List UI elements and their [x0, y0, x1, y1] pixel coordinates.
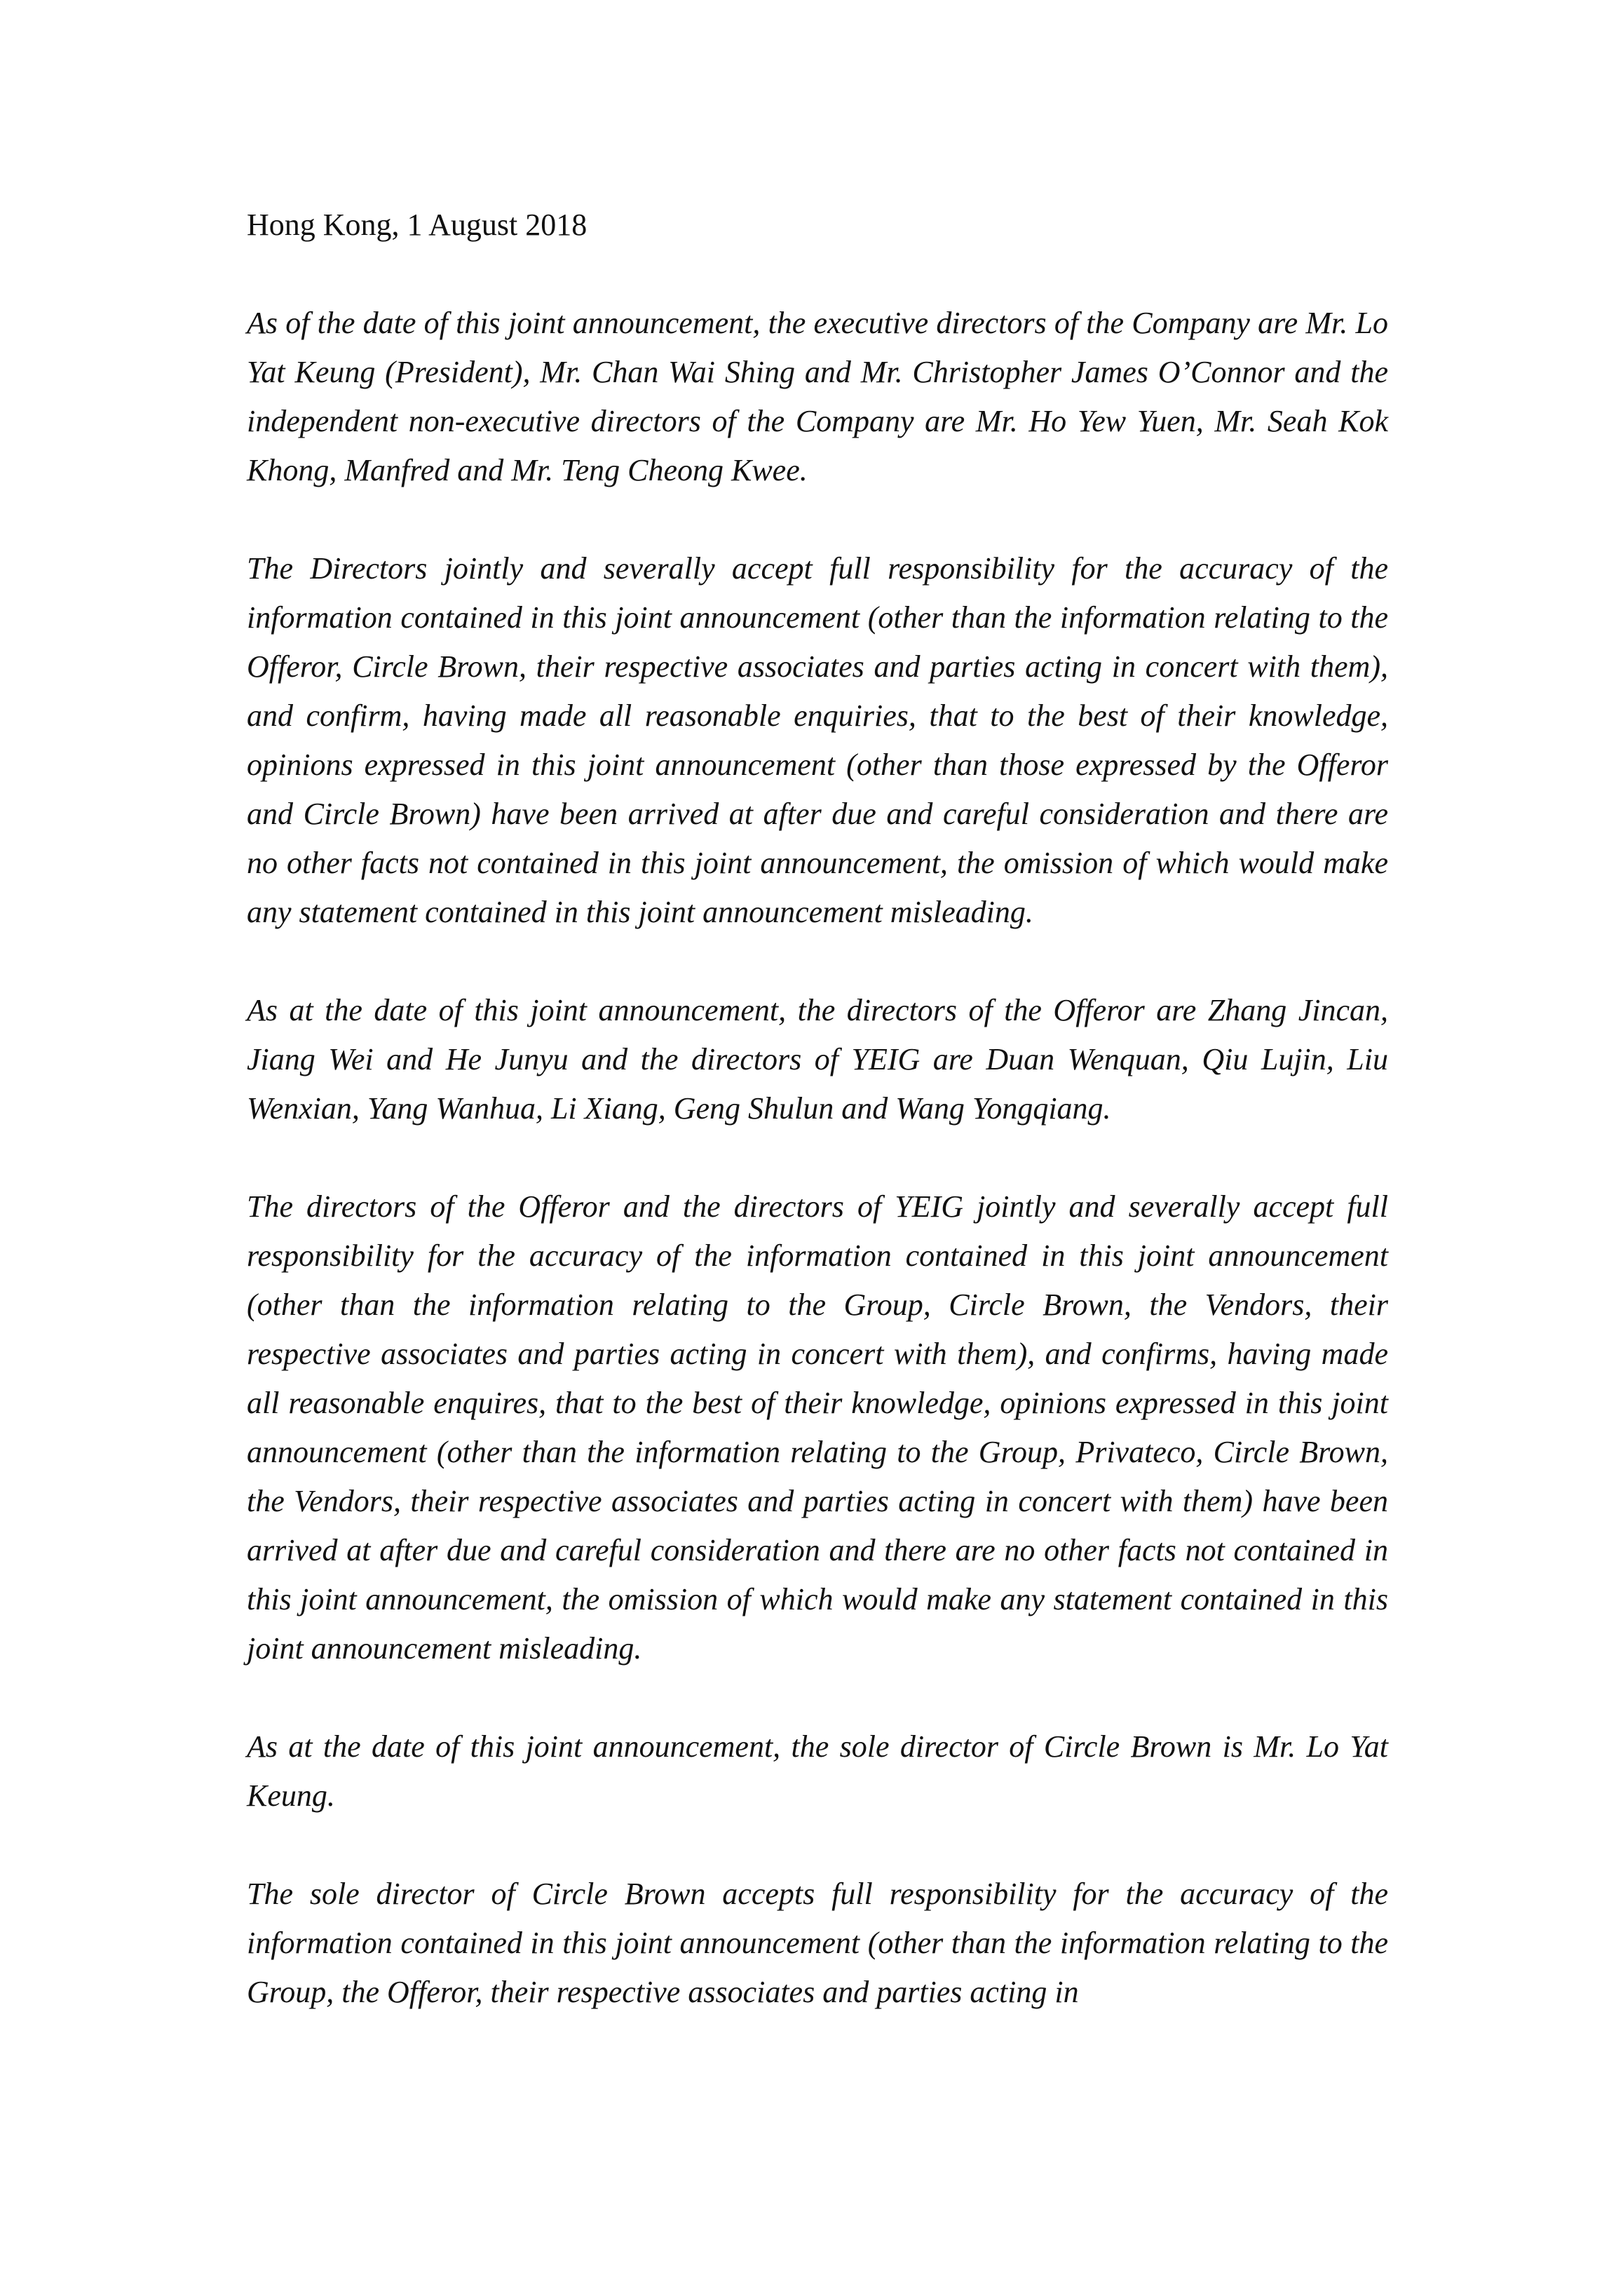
paragraph-offeror-responsibility: The directors of the Offeror and the directors of YEIG jointly and severally accept full responsibility for the accuracy of the information contained in this joint announcement (other than the information relating to the Group, Circle Brown, the Vendors, their respective associates and parties acting in concert with them), and confirms, having made all reasonable enquires, that to the best of their knowledge, opinions expressed in this joint announcement (other than the information relating to the Group, Privateco, Circle Brown, the Vendors, their respective associates and parties acting in concert with them) have been arrived at after due and careful consideration and there are no other facts not contained in this joint announcement, the omission of which would make any statement contained in this joint announcement misleading. [247, 1189, 1388, 1666]
paragraph-company-directors: As of the date of this joint announcement, the executive directors of the Company are Mr. Lo Yat Keung (President), Mr. Chan Wai Shing and Mr. Christopher James O’Connor and the independent non-executive directors of the Company are Mr. Ho Yew Yuen, Mr. Seah Kok Khong, Manfred and Mr. Teng Cheong Kwee. [247, 306, 1388, 487]
dateline: Hong Kong, 1 August 2018 [247, 208, 588, 242]
paragraph-circle-brown-responsibility: The sole director of Circle Brown accepts full responsibility for the accuracy of the information contained in this joint announcement (other than the information relating to the Group, the Offeror, their respective associates and parties acting in [247, 1877, 1388, 2009]
document-body [247, 201, 1388, 2017]
paragraph-directors-responsibility: The Directors jointly and severally accept full responsibility for the accuracy of the information contained in this joint announcement (other than the information relating to the Offeror, Circle Brown, their respective associates and parties acting in concert with them), and confirm, having made all reasonable enquiries, that to the best of their knowledge, opinions expressed in this joint announcement (other than those expressed by the Offeror and Circle Brown) have been arrived at after due and careful consideration and there are no other facts not contained in this joint announcement, the omission of which would make any statement contained in this joint announcement misleading. [247, 551, 1388, 929]
paragraph-circle-brown-director: As at the date of this joint announcement, the sole director of Circle Brown is Mr. Lo Yat Keung. [247, 1729, 1388, 1813]
paragraph-offeror-directors: As at the date of this joint announcement, the directors of the Offeror are Zhang Jincan, Jiang Wei and He Junyu and the directors of YEIG are Duan Wenquan, Qiu Lujin, Liu Wenxian, Yang Wanhua, Li Xiang, Geng Shulun and Wang Yongqiang. [247, 993, 1388, 1126]
